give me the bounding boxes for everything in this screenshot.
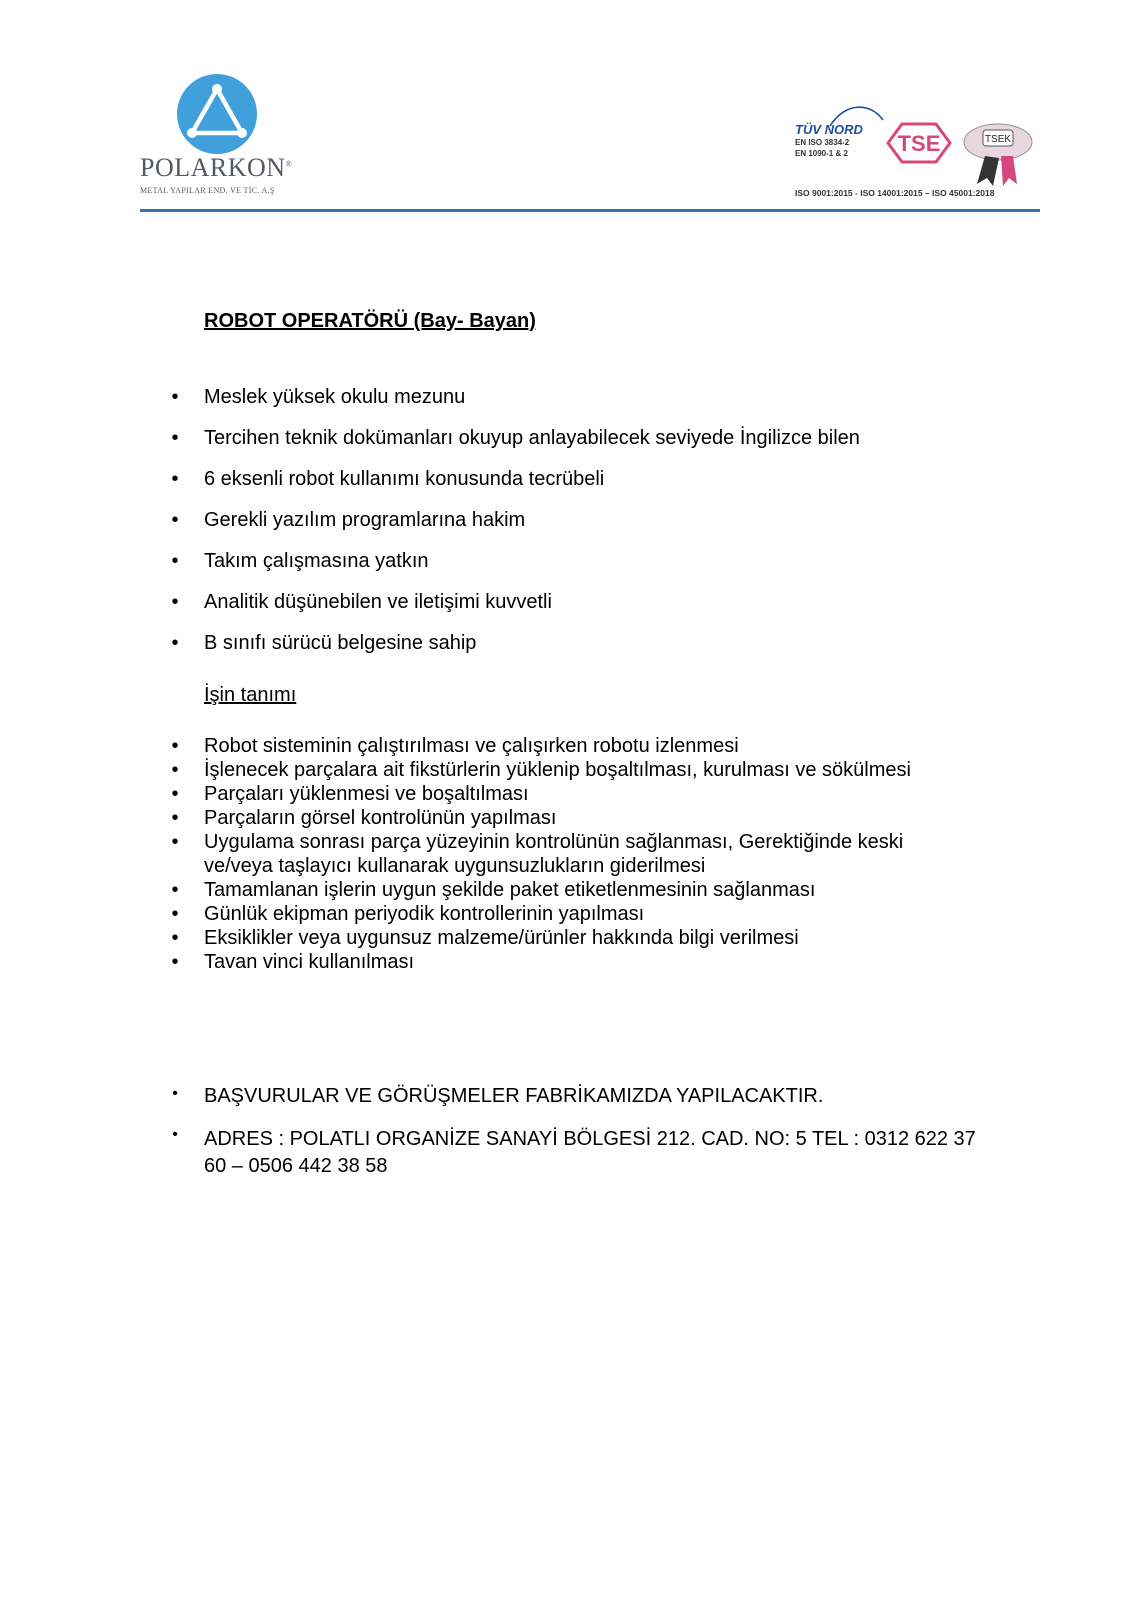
requirement-text: Gerekli yazılım programlarına hakim bbox=[204, 509, 526, 531]
requirement-text: 6 eksenli robot kullanımı konusunda tecrübeli bbox=[204, 468, 605, 490]
requirement-text: Tercihen teknik dokümanları okuyup anlayabilecek seviyede İngilizce bilen bbox=[204, 427, 860, 449]
duty-text: Uygulama sonrası parça yüzeyinin kontrolünün sağlanması, Gerektiğinde keski bbox=[204, 831, 904, 853]
duty-text: İşlenecek parçalara ait fikstürlerin yüklenip boşaltılması, kurulması ve sökülmesi bbox=[204, 759, 911, 781]
bullet: • bbox=[171, 783, 179, 805]
company-name: POLARKON® bbox=[140, 153, 293, 182]
requirement-text: Meslek yüksek okulu mezunu bbox=[204, 386, 466, 408]
bullet: • bbox=[171, 550, 179, 572]
bullet: • bbox=[171, 632, 179, 654]
company-subtitle: METAL YAPILAR END. VE TİC. A.Ş bbox=[140, 186, 275, 195]
requirement-text: Takım çalışmasına yatkın bbox=[204, 550, 429, 572]
tuv-standard-2: EN 1090-1 & 2 bbox=[795, 149, 848, 158]
bullet: • bbox=[172, 1085, 178, 1102]
bullet: • bbox=[171, 427, 179, 449]
duty-text: Tamamlanan işlerin uygun şekilde paket etiketlenmesinin sağlanması bbox=[204, 879, 816, 901]
tsek-logo-icon bbox=[961, 120, 1036, 188]
bullet: • bbox=[171, 951, 179, 973]
header-divider bbox=[140, 209, 1040, 212]
bullet: • bbox=[171, 759, 179, 781]
application-note: BAŞVURULAR VE GÖRÜŞMELER FABRİKAMIZDA YAPILACAKTIR. bbox=[204, 1085, 824, 1107]
tsek-label: TSEK bbox=[984, 134, 1012, 145]
company-logo bbox=[140, 68, 300, 208]
tse-label: TSE bbox=[897, 131, 941, 156]
duty-text: Günlük ekipman periyodik kontrollerinin yapılması bbox=[204, 903, 645, 925]
tuv-standard-1: EN ISO 3834-2 bbox=[795, 138, 850, 147]
bullet: • bbox=[171, 831, 179, 853]
tse-logo-icon bbox=[880, 120, 958, 166]
address-text: ADRES : POLATLI ORGANİZE SANAYİ BÖLGESİ 212. CAD. NO: 5 TEL : 0312 622 37 60 – 0506 442 38 58 bbox=[204, 1128, 976, 1177]
requirement-text: B sınıfı sürücü belgesine sahip bbox=[204, 632, 477, 654]
duty-text: Robot sisteminin çalıştırılması ve çalışırken robotu izlenmesi bbox=[204, 735, 739, 757]
job-title: ROBOT OPERATÖRÜ (Bay- Bayan) bbox=[204, 310, 536, 332]
duty-text: Eksiklikler veya uygunsuz malzeme/ürünler hakkında bilgi verilmesi bbox=[204, 927, 799, 949]
bullet: • bbox=[171, 468, 179, 490]
bullet: • bbox=[172, 1126, 178, 1143]
duty-text: Tavan vinci kullanılması bbox=[204, 951, 415, 973]
tuv-title: TÜV NORD bbox=[795, 122, 863, 137]
bullet: • bbox=[171, 879, 179, 901]
duty-text: ve/veya taşlayıcı kullanarak uygunsuzlukların giderilmesi bbox=[204, 855, 706, 877]
bullet: • bbox=[171, 386, 179, 408]
bullet: • bbox=[171, 591, 179, 613]
duty-text: Parçaları yüklenmesi ve boşaltılması bbox=[204, 783, 529, 805]
requirement-text: Analitik düşünebilen ve iletişimi kuvvetli bbox=[204, 591, 552, 613]
certification-logos bbox=[795, 100, 1040, 210]
bullet: • bbox=[171, 903, 179, 925]
iso-standards: ISO 9001:2015 - ISO 14001:2015 – ISO 45001:2018 bbox=[795, 188, 995, 198]
triangle-logo-icon bbox=[176, 73, 258, 155]
job-description-heading: İşin tanımı bbox=[204, 684, 297, 706]
bullet: • bbox=[171, 807, 179, 829]
bullet: • bbox=[171, 927, 179, 949]
bullet: • bbox=[171, 509, 179, 531]
bullet: • bbox=[171, 735, 179, 757]
duty-text: Parçaların görsel kontrolünün yapılması bbox=[204, 807, 557, 829]
tuv-nord-badge bbox=[795, 122, 875, 159]
